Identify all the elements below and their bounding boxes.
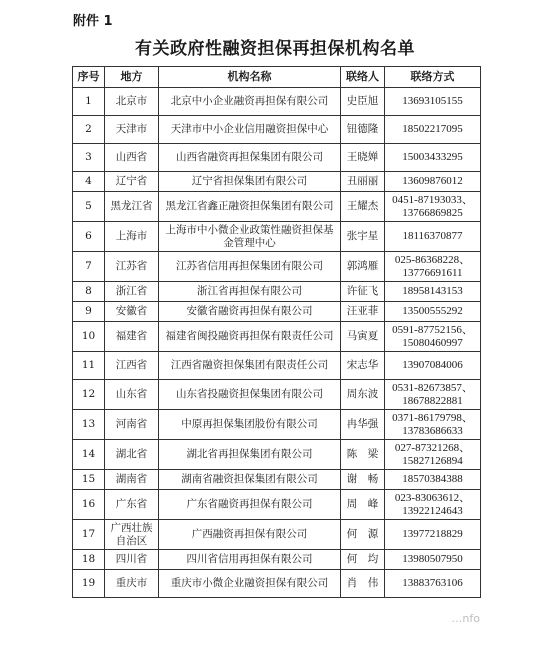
cell-contact: 周东波 [341, 380, 385, 410]
table-row [73, 570, 481, 598]
cell-index: 6 [73, 222, 105, 252]
cell-region: 福建省 [105, 322, 159, 352]
table-row [73, 520, 481, 550]
cell-region: 辽宁省 [105, 172, 159, 192]
cell-org-name: 江西省融资担保集团有限责任公司 [159, 352, 341, 380]
table-row [73, 352, 481, 380]
institution-table [72, 66, 481, 598]
table-row [73, 252, 481, 282]
cell-region: 黑龙江省 [105, 192, 159, 222]
cell-phone: 13907084006 [385, 352, 481, 380]
table-header-row [73, 67, 481, 88]
cell-contact: 肖 伟 [341, 570, 385, 598]
cell-region: 四川省 [105, 550, 159, 570]
cell-phone: 15003433295 [385, 144, 481, 172]
cell-contact: 冉华强 [341, 410, 385, 440]
cell-org-name: 天津市中小企业信用融资担保中心 [159, 116, 341, 144]
cell-index: 9 [73, 302, 105, 322]
cell-region: 山西省 [105, 144, 159, 172]
cell-contact: 丑丽丽 [341, 172, 385, 192]
cell-org-name: 辽宁省担保集团有限公司 [159, 172, 341, 192]
cell-region: 天津市 [105, 116, 159, 144]
cell-index: 7 [73, 252, 105, 282]
cell-phone: 023-83063612、13922124643 [385, 490, 481, 520]
table-row [73, 88, 481, 116]
cell-index: 15 [73, 470, 105, 490]
cell-phone: 0451-87193033、13766869825 [385, 192, 481, 222]
cell-org-name: 黑龙江省鑫正融资担保集团有限公司 [159, 192, 341, 222]
cell-phone: 13977218829 [385, 520, 481, 550]
cell-contact: 谢 畅 [341, 470, 385, 490]
cell-index: 14 [73, 440, 105, 470]
cell-org-name: 江苏省信用再担保集团有限公司 [159, 252, 341, 282]
watermark-text: …nfo [451, 612, 480, 625]
cell-contact: 汪亚菲 [341, 302, 385, 322]
table-row [73, 470, 481, 490]
table-body [73, 88, 481, 598]
cell-org-name: 广东省融资再担保有限公司 [159, 490, 341, 520]
cell-contact: 史臣旭 [341, 88, 385, 116]
attachment-label: 附件 1 [73, 14, 113, 29]
cell-index: 13 [73, 410, 105, 440]
cell-contact: 马寅夏 [341, 322, 385, 352]
cell-contact: 许征飞 [341, 282, 385, 302]
cell-contact: 何 均 [341, 550, 385, 570]
table-row [73, 440, 481, 470]
cell-phone: 18958143153 [385, 282, 481, 302]
cell-contact: 陈 梁 [341, 440, 385, 470]
cell-index: 17 [73, 520, 105, 550]
table-row [73, 192, 481, 222]
header-phone: 联络方式 [385, 67, 481, 88]
table-row [73, 490, 481, 520]
cell-index: 1 [73, 88, 105, 116]
cell-region: 广西壮族自治区 [105, 520, 159, 550]
cell-phone: 0371-86179798、13783686633 [385, 410, 481, 440]
cell-region: 河南省 [105, 410, 159, 440]
cell-org-name: 四川省信用再担保有限公司 [159, 550, 341, 570]
cell-index: 3 [73, 144, 105, 172]
table-row [73, 380, 481, 410]
cell-contact: 何 源 [341, 520, 385, 550]
cell-index: 4 [73, 172, 105, 192]
cell-contact: 王耀杰 [341, 192, 385, 222]
cell-phone: 025-86368228、13776691611 [385, 252, 481, 282]
cell-contact: 周 峰 [341, 490, 385, 520]
cell-phone: 0591-87752156、15080460997 [385, 322, 481, 352]
cell-region: 江西省 [105, 352, 159, 380]
cell-region: 北京市 [105, 88, 159, 116]
cell-contact: 张宇星 [341, 222, 385, 252]
cell-phone: 13609876012 [385, 172, 481, 192]
cell-org-name: 广西融资再担保有限公司 [159, 520, 341, 550]
cell-org-name: 湖北省再担保集团有限公司 [159, 440, 341, 470]
cell-region: 湖北省 [105, 440, 159, 470]
cell-org-name: 重庆市小微企业融资担保有限公司 [159, 570, 341, 598]
table-row [73, 222, 481, 252]
cell-phone: 13883763106 [385, 570, 481, 598]
cell-region: 广东省 [105, 490, 159, 520]
cell-region: 浙江省 [105, 282, 159, 302]
cell-phone: 18116370877 [385, 222, 481, 252]
cell-org-name: 山东省投融资担保集团有限公司 [159, 380, 341, 410]
cell-contact: 宋志华 [341, 352, 385, 380]
header-index: 序号 [73, 67, 105, 88]
table-row [73, 550, 481, 570]
table-row [73, 410, 481, 440]
cell-phone: 13500555292 [385, 302, 481, 322]
cell-org-name: 上海市中小微企业政策性融资担保基金管理中心 [159, 222, 341, 252]
cell-phone: 0531-82673857、18678822881 [385, 380, 481, 410]
cell-org-name: 北京中小企业融资再担保有限公司 [159, 88, 341, 116]
cell-contact: 钮德隆 [341, 116, 385, 144]
cell-index: 5 [73, 192, 105, 222]
cell-index: 12 [73, 380, 105, 410]
cell-region: 安徽省 [105, 302, 159, 322]
table-row [73, 116, 481, 144]
cell-region: 江苏省 [105, 252, 159, 282]
cell-region: 重庆市 [105, 570, 159, 598]
table-row [73, 172, 481, 192]
table-row [73, 144, 481, 172]
cell-org-name: 中原再担保集团股份有限公司 [159, 410, 341, 440]
cell-index: 19 [73, 570, 105, 598]
document-title: 有关政府性融资担保再担保机构名单 [135, 39, 415, 59]
cell-index: 18 [73, 550, 105, 570]
cell-index: 2 [73, 116, 105, 144]
cell-phone: 18502217095 [385, 116, 481, 144]
header-org-name: 机构名称 [159, 67, 341, 88]
cell-region: 山东省 [105, 380, 159, 410]
cell-index: 16 [73, 490, 105, 520]
cell-phone: 13693105155 [385, 88, 481, 116]
header-region: 地方 [105, 67, 159, 88]
cell-contact: 郭鸿雁 [341, 252, 385, 282]
header-contact: 联络人 [341, 67, 385, 88]
table-row [73, 302, 481, 322]
cell-org-name: 福建省闽投融资再担保有限责任公司 [159, 322, 341, 352]
cell-phone: 18570384388 [385, 470, 481, 490]
cell-index: 8 [73, 282, 105, 302]
table-row [73, 282, 481, 302]
cell-region: 湖南省 [105, 470, 159, 490]
cell-org-name: 浙江省再担保有限公司 [159, 282, 341, 302]
table-row [73, 322, 481, 352]
cell-index: 10 [73, 322, 105, 352]
cell-region: 上海市 [105, 222, 159, 252]
cell-phone: 13980507950 [385, 550, 481, 570]
cell-index: 11 [73, 352, 105, 380]
cell-contact: 王晓婵 [341, 144, 385, 172]
cell-org-name: 山西省融资再担保集团有限公司 [159, 144, 341, 172]
cell-org-name: 安徽省融资再担保有限公司 [159, 302, 341, 322]
cell-phone: 027-87321268、15827126894 [385, 440, 481, 470]
cell-org-name: 湖南省融资担保集团有限公司 [159, 470, 341, 490]
